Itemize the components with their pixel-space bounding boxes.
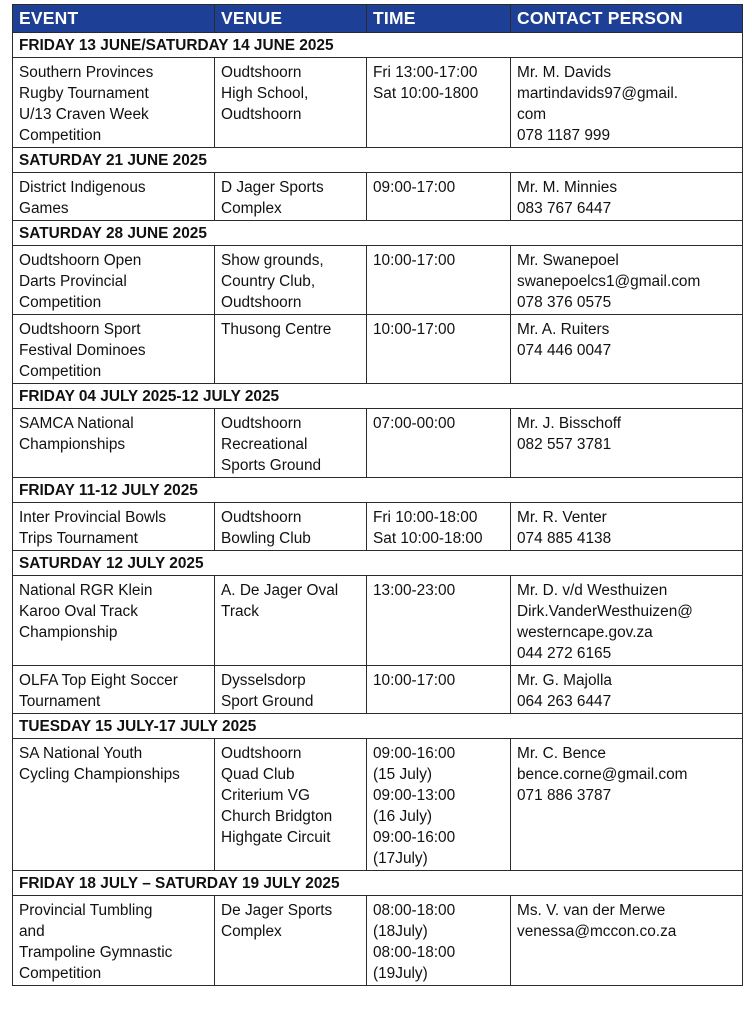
table-header: [13, 5, 743, 33]
section-date-heading: FRIDAY 04 JULY 2025-12 JULY 2025: [13, 384, 743, 409]
event-row: [13, 576, 743, 666]
section-date-heading: SATURDAY 28 JUNE 2025: [13, 221, 743, 246]
event-venue-cell: Oudtshoorn High School, Oudtshoorn: [215, 58, 367, 148]
event-event-cell: OLFA Top Eight Soccer Tournament: [13, 666, 215, 714]
event-row: [13, 246, 743, 315]
event-time-cell: 09:00-16:00 (15 July) 09:00-13:00 (16 July) 09:00-16:00 (17July): [367, 739, 511, 871]
event-venue-cell: Show grounds, Country Club, Oudtshoorn: [215, 246, 367, 315]
section-date-heading: SATURDAY 12 JULY 2025: [13, 551, 743, 576]
event-time-cell: 09:00-17:00: [367, 173, 511, 221]
event-row: [13, 58, 743, 148]
event-event-cell: Provincial Tumbling and Trampoline Gymnastic Competition: [13, 896, 215, 986]
event-contact-cell: Mr. G. Majolla 064 263 6447: [511, 666, 743, 714]
event-time-cell: 13:00-23:00: [367, 576, 511, 666]
event-row: [13, 409, 743, 478]
event-venue-cell: Dysselsdorp Sport Ground: [215, 666, 367, 714]
event-venue-cell: Oudtshoorn Quad Club Criterium VG Church Bridgton Highgate Circuit: [215, 739, 367, 871]
event-contact-cell: Mr. M. Minnies 083 767 6447: [511, 173, 743, 221]
event-event-cell: Inter Provincial Bowls Trips Tournament: [13, 503, 215, 551]
section-date-heading: TUESDAY 15 JULY-17 JULY 2025: [13, 714, 743, 739]
event-row: [13, 173, 743, 221]
event-event-cell: Oudtshoorn Open Darts Provincial Competition: [13, 246, 215, 315]
header-event: EVENT: [13, 5, 215, 33]
event-row: [13, 666, 743, 714]
events-table: [12, 4, 743, 986]
event-event-cell: SA National Youth Cycling Championships: [13, 739, 215, 871]
event-contact-cell: Mr. C. Bence bence.corne@gmail.com 071 886 3787: [511, 739, 743, 871]
event-contact-cell: Ms. V. van der Merwe venessa@mccon.co.za: [511, 896, 743, 986]
event-venue-cell: A. De Jager Oval Track: [215, 576, 367, 666]
section-row: [13, 714, 743, 739]
section-row: [13, 33, 743, 58]
event-venue-cell: De Jager Sports Complex: [215, 896, 367, 986]
event-row: [13, 896, 743, 986]
section-date-heading: SATURDAY 21 JUNE 2025: [13, 148, 743, 173]
event-row: [13, 739, 743, 871]
event-contact-cell: Mr. R. Venter 074 885 4138: [511, 503, 743, 551]
event-venue-cell: Oudtshoorn Recreational Sports Ground: [215, 409, 367, 478]
section-row: [13, 221, 743, 246]
event-time-cell: Fri 13:00-17:00 Sat 10:00-1800: [367, 58, 511, 148]
section-row: [13, 384, 743, 409]
event-event-cell: National RGR Klein Karoo Oval Track Championship: [13, 576, 215, 666]
header-row: [13, 5, 743, 33]
section-date-heading: FRIDAY 18 JULY – SATURDAY 19 JULY 2025: [13, 871, 743, 896]
event-venue-cell: Oudtshoorn Bowling Club: [215, 503, 367, 551]
event-contact-cell: Mr. J. Bisschoff 082 557 3781: [511, 409, 743, 478]
event-time-cell: 10:00-17:00: [367, 666, 511, 714]
event-event-cell: Southern Provinces Rugby Tournament U/13 Craven Week Competition: [13, 58, 215, 148]
event-venue-cell: Thusong Centre: [215, 315, 367, 384]
event-time-cell: 07:00-00:00: [367, 409, 511, 478]
event-time-cell: 08:00-18:00 (18July) 08:00-18:00 (19July): [367, 896, 511, 986]
event-event-cell: Oudtshoorn Sport Festival Dominoes Competition: [13, 315, 215, 384]
event-venue-cell: D Jager Sports Complex: [215, 173, 367, 221]
event-row: [13, 503, 743, 551]
section-row: [13, 551, 743, 576]
section-date-heading: FRIDAY 13 JUNE/SATURDAY 14 JUNE 2025: [13, 33, 743, 58]
event-time-cell: Fri 10:00-18:00 Sat 10:00-18:00: [367, 503, 511, 551]
section-row: [13, 871, 743, 896]
event-contact-cell: Mr. D. v/d Westhuizen Dirk.VanderWesthuizen@ westerncape.gov.za 044 272 6165: [511, 576, 743, 666]
event-event-cell: District Indigenous Games: [13, 173, 215, 221]
section-row: [13, 148, 743, 173]
section-date-heading: FRIDAY 11-12 JULY 2025: [13, 478, 743, 503]
event-row: [13, 315, 743, 384]
header-venue: VENUE: [215, 5, 367, 33]
header-contact-person: CONTACT PERSON: [511, 5, 743, 33]
event-time-cell: 10:00-17:00: [367, 315, 511, 384]
event-event-cell: SAMCA National Championships: [13, 409, 215, 478]
table-body: [13, 33, 743, 986]
section-row: [13, 478, 743, 503]
event-time-cell: 10:00-17:00: [367, 246, 511, 315]
event-contact-cell: Mr. A. Ruiters 074 446 0047: [511, 315, 743, 384]
event-contact-cell: Mr. M. Davids martindavids97@gmail. com 078 1187 999: [511, 58, 743, 148]
header-time: TIME: [367, 5, 511, 33]
event-contact-cell: Mr. Swanepoel swanepoelcs1@gmail.com 078 376 0575: [511, 246, 743, 315]
